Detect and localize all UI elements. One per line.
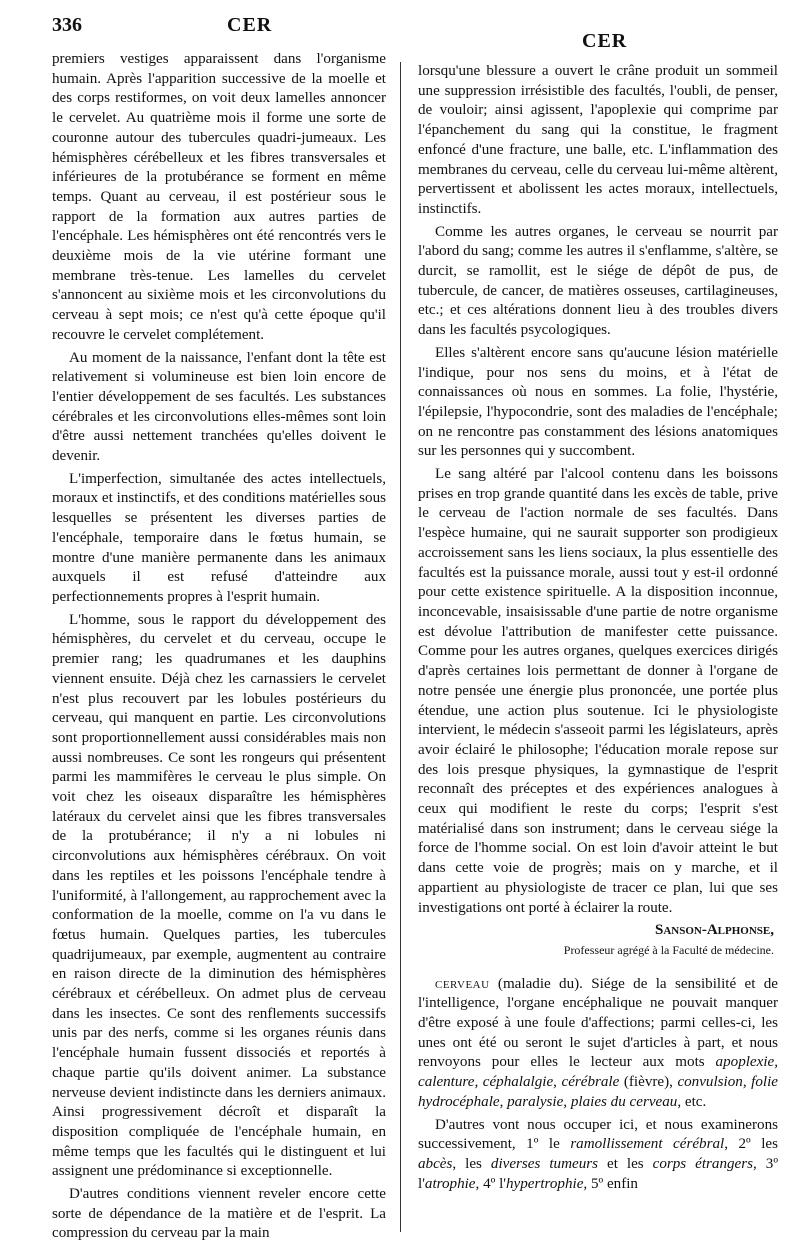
paragraph: premiers vestiges apparaissent dans l'organisme humain. Après l'apparition successive de la moelle et des corps restiformes, on voit deux lamelles annoncer le cervelet. Au quatrième mois il forme une sorte de couronne autour des tubercules quadri-jumeaux. Les hémisphères cérébelleux et les fibres transversales et inférieures de la protubérance se forment en même temps. Quant au cerveau, il est postérieur sous le rapport de la formation aux autres parties de l'encéphale. Les hémisphères ont été rencontrés vers le deuxième mois de la vie utérine formant une membrane très-tenue. Les lamelles du cervelet s'annoncent au sixième mois et les circonvolutions du cerveau à sept mois; ce n'est qu'à cette époque qu'il recouvre le cervelet complétement.: [52, 51, 386, 343]
author-role: Professeur agrégé à la Faculté de médecine.: [563, 942, 774, 957]
text-run: , 3º l': [418, 1155, 779, 1192]
column-divider: [400, 62, 401, 1232]
italic-term: atrophie: [424, 1175, 476, 1192]
italic-term: ramollissement cérébral: [570, 1136, 725, 1153]
paragraph: Le sang altéré par l'alcool contenu dans les boissons prises en trop grande quantité dans les excès de table, prive le cerveau de l'action normale de ses facultés. Dans l'espèce humaine, qui ne saurait supporter son prodigieux accroissement sans les liens sociaux, la plus essentielle des facultés est la puissance morale, aussi tout y est-il ordonné pour cette existence spirituelle. A la disposition inconnue, inconcevable, insaisissable d'une partie de notre organisme est dévolue l'attribution de manifester cette puissance. Comme pour les autres organes, quelques exercices dirigés d'après certaines lois permettant de donner à l'organe de notre pensée une énergie plus prononcée, une portée plus étendue, une action plus soutenue. Ici le physiologiste intervient, le médecin s'asseoit parmi les législateurs, après avoir éclairé le philosophe; l'éducation morale repose sur des lois presque physiques, la gymnastique de l'esprit reconnaît des préceptes et des expériences analogues à ceux qui modifient le reste du corps; l'esprit s'est matérialisé dans son instrument; dans le cerveau siége la force de l'homme social. On est loin d'avoir atteint le but dans cette voie de progrès; mais on y marche, et il appartient au physiologiste de tracer ce plan, lui que ses investigations ont porté à éclairer la route.: [418, 466, 778, 916]
paragraph: L'imperfection, simultanée des actes intellectuels, moraux et instinctifs, et des conditions matérielles sous lesquelles se présentent les diverses parties de l'encéphale, temporaire dans le fœtus humain, se montre d'une manière permanente dans les animaux auxquels il est refusé d'atteindre aux perfectionnements propres à l'esprit humain.: [52, 470, 386, 605]
right-column: [418, 62, 778, 1197]
italic-term: hypertrophie: [505, 1175, 584, 1192]
page-number: 336: [52, 14, 82, 36]
text-run: , 2º les: [724, 1136, 778, 1153]
paragraph: L'homme, sous le rapport du développement des hémisphères, du cervelet et du cerveau, occupe le premier rang; les quadrumanes et les dauphins viennent ensuite. Déjà chez les carnassiers le cervelet n'est plus recouvert par les lobules postérieurs du cerveau, qui manquent en partie. Les circonvolutions sont proportionnellement aussi considérables mais non aussi nombreuses. Ce sont les rongeurs qui présentent parmi les mammifères le cerveau le plus simple. On voit chez les oiseaux disparaître les hémisphères latéraux du cervelet ainsi que les fibres transversales de la protubérance; il n'y a ni lobules ni circonvolutions aux hémisphères cérébraux. On voit dans les reptiles et les poissons l'encéphale tendre à l'uniformité, à l'allongement, au rapprochement avec la conformation de la moelle, comme on l'a vu dans le fœtus humain. Quelques parties, les tubercules quadrijumeaux, par exemple, augmentent au contraire en raison directe de la diminution des hémisphères cérébraux et cérébelleux. On admet plus de cerveau dans les insectes. Ce sont des renflements successifs unis par des nerfs, comme si les organes réunis dans l'encéphale humain fussent dissociés et reportés à chaque partie qu'ils doivent animer. La substance nerveuse devient indistincte dans les derniers animaux. Ainsi progressivement décroît et disparaît la disposition compliquée de l'encéphale humain, en même temps que les facultés qui le distinguent et lui assignent une prédominance si exceptionnelle.: [52, 611, 386, 1180]
paragraph: lorsqu'une blessure a ouvert le crâne produit un sommeil une suppression irrésistible des facultés, l'oubli, de penser, de vouloir; ainsi agissent, l'apoplexie qui comprime par l'épanchement du sang qui la constitue, le fragment enfoncé d'une fracture, une balle, etc. L'inflammation des membranes du cerveau, celle du cerveau lui-même altèrent, pervertissent et abolissent les actes moraux, intellectuels, instinctifs.: [418, 63, 778, 217]
text-run: (fièvre),: [619, 1074, 678, 1091]
cross-reference: convulsion, folie hydrocéphale, paralysie, plaies du cerveau: [418, 1074, 778, 1110]
text-run: , 5º enfin: [583, 1175, 638, 1192]
text-run: , les: [452, 1155, 491, 1172]
text-run: (maladie du). Siége de la sensibilité et de l'intelligence, l'organe encéphalique ne pouvait manquer d'être exposé à une foule d'affections; parmi celles-ci, les unes ont été ou seront le sujet d'articles à part, et nous renvoyons pour elles le lecteur aux mots: [418, 975, 778, 1071]
author-signature: Sanson-Alphonse,: [655, 922, 774, 939]
text-run: , etc.: [677, 1093, 707, 1110]
page-header: [52, 14, 770, 52]
italic-term: corps étrangers: [652, 1155, 754, 1172]
entry-paragraph: [418, 975, 778, 1113]
entry-headword: cerveau: [435, 975, 490, 992]
text-run: , 4º l': [475, 1175, 506, 1192]
cross-reference: apoplexie, calenture, céphalalgie, cérébrale: [418, 1054, 778, 1091]
running-head-right: CER: [582, 30, 628, 52]
italic-term: abcès: [418, 1155, 453, 1172]
paragraph: Au moment de la naissance, l'enfant dont la tête est relativement si volumineuse est bien loin encore de l'entier développement de ses facultés. Les substances cérébrales et les circonvolutions elles-mêmes sont loin d'être aussi nettement tranchées qu'elles doivent le devenir.: [52, 349, 386, 465]
text-run: D'autres vont nous occuper ici, et nous examinerons successivement, 1º le: [418, 1116, 778, 1153]
entry-paragraph: [418, 1116, 778, 1195]
text-run: et les: [598, 1155, 653, 1172]
paragraph: D'autres conditions viennent reveler encore cette sorte de dépendance de la matière et de l'esprit. La compression du cerveau par la main: [52, 1186, 386, 1242]
running-head-left: CER: [227, 14, 273, 36]
left-column: [52, 50, 386, 1247]
paragraph: Elles s'altèrent encore sans qu'aucune lésion matérielle l'indique, pour nos sens du moins, et à l'état de connaissances où nous en sommes. La folie, l'hystérie, l'épilepsie, l'hypocondrie, sont des maladies de l'encéphale; on ne rencontre pas constamment des lésions anatomiques sur les personnes qui y succombent.: [418, 344, 778, 460]
paragraph: Comme les autres organes, le cerveau se nourrit par l'abord du sang; comme les autres il s'enflamme, s'altère, se durcit, se ramollit, est le siége de dépôt de pus, de tubercule, de cancer, de matières osseuses, cartilagineuses, etc.; et ces altérations donnent lieu à des troubles divers dans les facultés psycologiques.: [418, 223, 778, 339]
italic-term: diverses tumeurs: [490, 1155, 598, 1172]
